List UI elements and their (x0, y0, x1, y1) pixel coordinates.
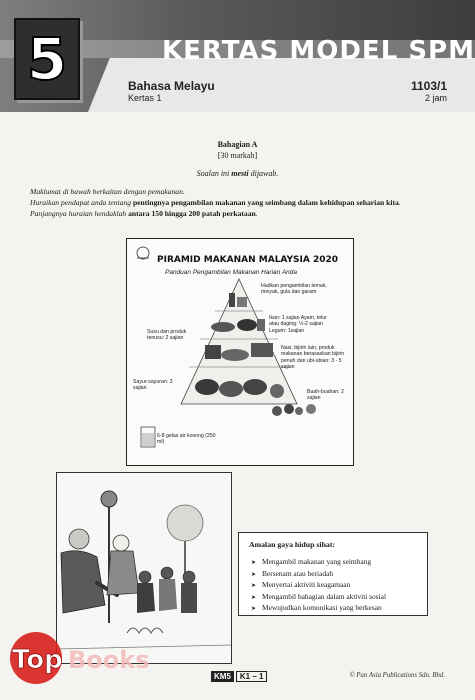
lifestyle-item: ➤ Bersenam atau beriadah (251, 569, 386, 581)
svg-text:Books: Books (68, 646, 150, 674)
label-vegetables: Sayur-sayuran: 3 sajian (133, 379, 173, 392)
svg-text:Top: Top (12, 645, 63, 675)
lifestyle-item: ➤ Mengambil bahagian dalam aktiviti sosial (251, 592, 386, 604)
question-line-1: Maklumat di bawah berkaitan dengan pemakanan. (30, 187, 185, 196)
model-number-box (14, 18, 80, 100)
duration-label: 2 jam (424, 93, 447, 103)
label-fruit: Buah-buahan: 2 sajian (307, 389, 344, 402)
page-title: KERTAS MODEL SPM (162, 36, 475, 66)
model-number: 5 (26, 25, 68, 93)
label-fats: Hadkan pengambilan lemak, minyak, gula dan garam (261, 283, 327, 296)
subject-label: Bahasa Melayu (128, 79, 215, 93)
question-line-2: Huraikan pendapat anda tentang pentingnya pengambilan makanan yang seimbang dalam kehidupan seharian kita. (30, 198, 401, 207)
page-code: KM5 K1 – 1 (211, 671, 267, 682)
section-marks: [30 markah] (217, 151, 258, 160)
healthy-lifestyle-box (238, 532, 428, 616)
copyright-text: © Pan Asia Publications Sdn. Bhd. (349, 672, 445, 679)
label-grains: Nasi, bijirin lain, produk makanan berasaskan bijirin penuh dan ubi-ubian: 3 - 5 sajian (281, 345, 345, 371)
food-pyramid-figure (126, 238, 354, 466)
topbooks-watermark-logo (6, 628, 176, 684)
lifestyle-item: ➤ Mengambil makanan yang seimbang (251, 557, 386, 569)
lifestyle-item: ➤ Menyertai aktiviti keagamaan (251, 580, 386, 592)
label-protein: Ikan: 1 sajian Ayam, telur atau daging: ½-2 sajian Legum: 1sajian (269, 315, 327, 334)
label-water: 6-8 gelas air kosong (250 ml) (157, 433, 216, 446)
lifestyle-item: ➤ Mewujudkan komunikasi yang berkesan (251, 603, 386, 615)
paper-label: Kertas 1 (128, 93, 162, 103)
section-name: Bahagian A (217, 140, 258, 149)
paper-code: 1103/1 (410, 79, 447, 93)
lifestyle-list (251, 557, 386, 615)
pyramid-subtitle: Panduan Pengambilan Makanan Harian Anda (165, 269, 298, 276)
question-line-3: Panjangnya huraian hendaklah antara 150 hingga 200 patah perkataan. (30, 209, 258, 218)
label-dairy: Susu dan produk tenusu: 2 sajian (147, 329, 187, 342)
lifestyle-title: Amalan gaya hidup sihat: (249, 540, 336, 549)
section-instruction: Soalan ini mesti dijawab. (196, 169, 279, 178)
page-header (0, 0, 475, 112)
pyramid-title: PIRAMID MAKANAN MALAYSIA 2020 (157, 255, 339, 265)
